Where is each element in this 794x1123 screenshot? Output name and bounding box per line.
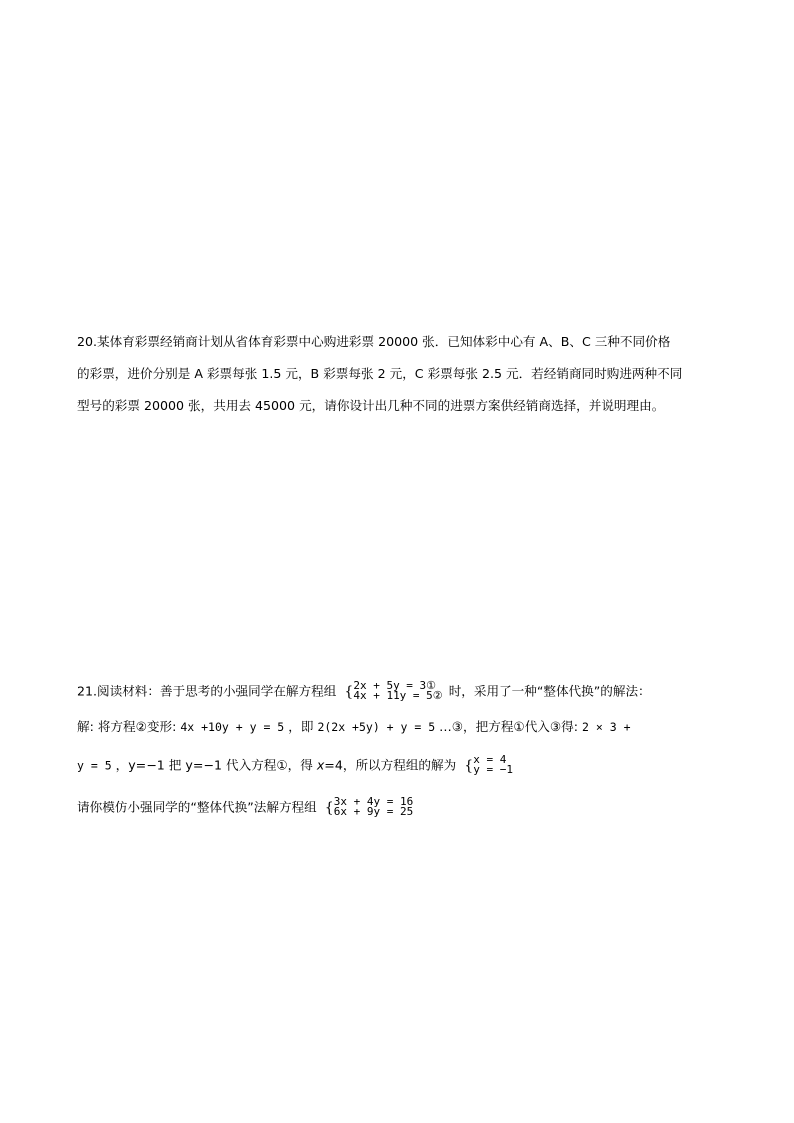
q21-intro-line	[77, 681, 651, 703]
q21-task-text: 请你模仿小强同学的“整体代换”法解方程组	[77, 799, 317, 815]
sol2-text-a: ，y=−1 把 y=−1 代入方程①，得	[115, 757, 317, 773]
q21-task-line	[77, 797, 415, 819]
system1-eq2: 4x + 11y = 5②	[353, 689, 443, 702]
system2-eq1: 3x + 4y = 16	[333, 795, 414, 808]
equation-system-1	[344, 681, 442, 703]
q20-line-3: 型号的彩票 20000 张，共用去 45000 元，请你设计出几种不同的进票方案供经销商选择，并说明理由。	[77, 398, 665, 413]
q21-intro-before: 21.阅读材料：善于思考的小强同学在解方程组	[77, 683, 337, 699]
sol-equation-2: 2(2x +5y) + y = 5	[317, 720, 436, 734]
sol2-equation: y = 5	[77, 758, 112, 773]
brace-icon: {	[344, 684, 354, 700]
system2-eq2: 6x + 9y = 25	[333, 805, 414, 818]
sol-text-c: …③，把方程①代入③得:	[439, 719, 583, 734]
sol2-text-b: =4，所以方程组的解为	[324, 757, 457, 773]
sol-equation-3: 2 × 3 +	[582, 720, 631, 734]
sol-text-b: ，即	[288, 719, 318, 734]
brace-icon: {	[464, 758, 474, 774]
sol-equation-1: 4x +10y + y = 5	[180, 720, 285, 734]
answer-eq1: x = 4	[473, 753, 507, 766]
q20-line-2: 的彩票，进价分别是 A 彩票每张 1.5 元，B 彩票每张 2 元，C 彩票每张 2.5 元．若经销商同时购进两种不同	[77, 366, 683, 381]
brace-icon: {	[324, 800, 334, 816]
system1-eq1: 2x + 5y = 3①	[353, 679, 437, 692]
equation-system-2	[325, 797, 413, 819]
answer-system	[464, 755, 513, 777]
q21-solution-line-2	[77, 755, 515, 777]
q21-intro-after: 时，采用了一种“整体代换”的解法：	[448, 683, 651, 699]
sol-text-a: 解: 将方程②变形:	[77, 719, 181, 734]
sol2-x-variable: x	[316, 757, 325, 773]
answer-eq2: y = −1	[473, 763, 513, 776]
q20-line-1: 20.某体育彩票经销商计划从省体育彩票中心购进彩票 20000 张．已知体彩中心有 A、B、C 三种不同价格	[77, 334, 671, 349]
q21-solution-line-1	[77, 719, 631, 735]
